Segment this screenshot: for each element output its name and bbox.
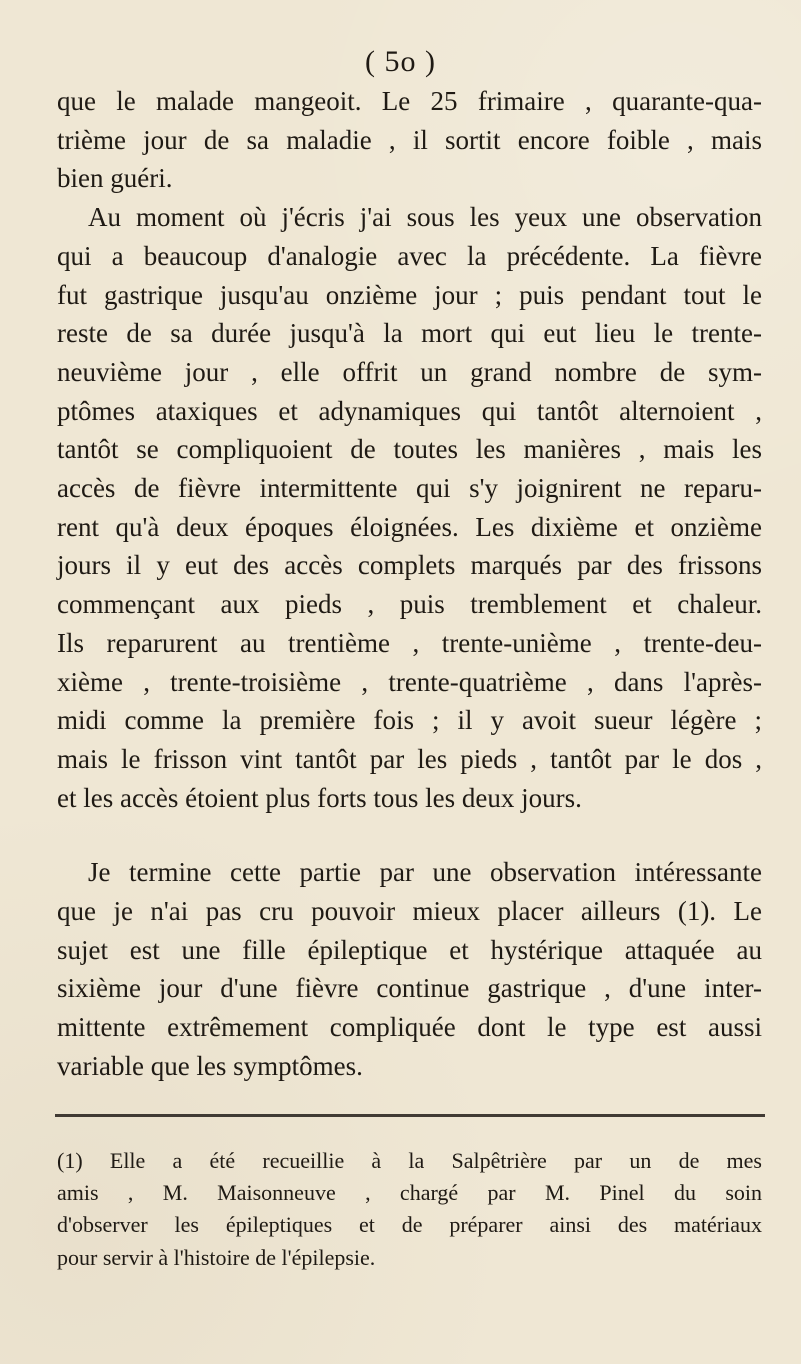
text-line: neuvième jour , elle offrit un grand nombre de sym- xyxy=(57,356,762,387)
text-line: et les accès étoient plus forts tous les deux jours. xyxy=(57,782,582,813)
text-line: xième , trente-troisième , trente-quatrième , dans l'après- xyxy=(57,666,762,697)
text-line: accès de fièvre intermittente qui s'y joignirent ne reparu- xyxy=(57,473,762,504)
text-line: Au moment où j'écris j'ai sous les yeux une observation xyxy=(88,202,762,233)
text-line: sujet est une fille épileptique et hystérique attaquée au xyxy=(57,934,762,965)
text-line: mais le frisson vint tantôt par les pieds , tantôt par le dos , xyxy=(57,743,762,774)
footnote-line: amis , M. Maisonneuve , chargé par M. Pinel du soin xyxy=(57,1180,762,1206)
text-line: midi comme la première fois ; il y avoit sueur légère ; xyxy=(57,705,762,736)
text-line: reste de sa durée jusqu'à la mort qui eut lieu le trente- xyxy=(57,318,762,349)
text-line: Je termine cette partie par une observation intéressante xyxy=(88,857,762,888)
text-line: trième jour de sa maladie , il sortit encore foible , mais xyxy=(57,124,762,155)
text-line: ptômes ataxiques et adynamiques qui tantôt alternoient , xyxy=(57,395,762,426)
text-line: tantôt se compliquoient de toutes les manières , mais les xyxy=(57,434,762,465)
text-line: qui a beaucoup d'analogie avec la précédente. La fièvre xyxy=(57,240,762,271)
footnote xyxy=(57,1145,762,1274)
footnote-rule xyxy=(55,1114,765,1117)
text-line: variable que les symptômes. xyxy=(57,1050,363,1081)
text-line: fut gastrique jusqu'au onzième jour ; puis pendant tout le xyxy=(57,279,762,310)
footnote-line: (1) Elle a été recueillie à la Salpêtrière par un de mes xyxy=(57,1148,762,1173)
footnote-line: pour servir à l'histoire de l'épilepsie. xyxy=(57,1244,376,1270)
text-line: Ils reparurent au trentième , trente-unième , trente-deu- xyxy=(57,627,762,658)
page-number: ( 5o ) xyxy=(365,45,436,78)
text-line: mittente extrêmement compliquée dont le type est aussi xyxy=(57,1012,762,1043)
text-line: que je n'ai pas cru pouvoir mieux placer ailleurs (1). Le xyxy=(57,896,762,927)
text-line: commençant aux pieds , puis tremblement et chaleur. xyxy=(57,589,762,620)
text-line: rent qu'à deux époques éloignées. Les dixième et onzième xyxy=(57,511,762,542)
text-line: jours il y eut des accès complets marqués par des frissons xyxy=(57,550,762,581)
footnote-line: d'observer les épileptiques et de préparer ainsi des matériaux xyxy=(57,1212,762,1238)
text-line: que le malade mangeoit. Le 25 frimaire , quarante-qua- xyxy=(57,86,762,116)
paragraph-gap xyxy=(57,817,762,853)
text-line: sixième jour d'une fièvre continue gastrique , d'une inter- xyxy=(57,973,762,1004)
text-line: bien guéri. xyxy=(57,163,173,194)
main-text xyxy=(57,82,762,1086)
